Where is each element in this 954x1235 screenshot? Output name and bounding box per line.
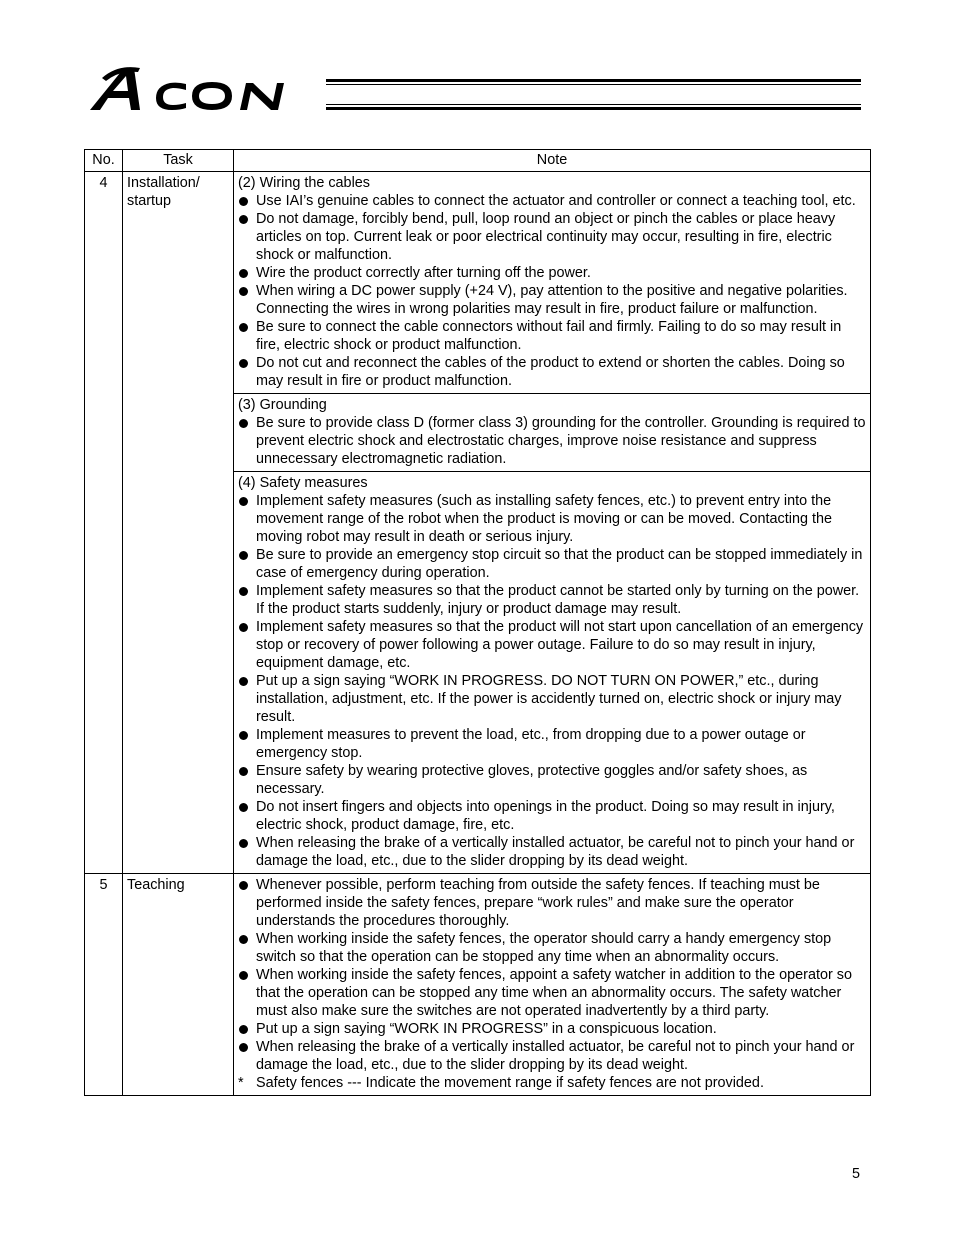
- list-item-extra: Connecting the wires in wrong polarities may result in fire, product failure or malfunction.: [256, 301, 818, 317]
- list-item: Implement safety measures so that the product cannot be started only by turning on the power. If the product starts suddenly, injury or product damage may result.: [238, 582, 866, 618]
- list-item: Whenever possible, perform teaching from outside the safety fences. If teaching must be performed inside the safety fences, prepare “work rules” and make sure the operator understands the procedures thoroughly.: [238, 876, 866, 930]
- list-item: Be sure to provide class D (former class 3) grounding for the controller. Grounding is required to prevent electric shock and electrostatic charges, improve noise resistance and suppress unnecessary electromagnetic radiation.: [238, 414, 866, 468]
- precautions-table: [84, 149, 871, 1096]
- header-rule-bottom: [326, 107, 861, 110]
- list-item: Put up a sign saying “WORK IN PROGRESS. DO NOT TURN ON POWER,” etc., during installation, adjustment, etc. If the power is accidently turned on, electric shock or injury may result.: [238, 672, 866, 726]
- list-item: Ensure safety by wearing protective gloves, protective goggles and/or safety shoes, as necessary.: [238, 762, 866, 798]
- list-item: Be sure to connect the cable connectors without fail and firmly. Failing to do so may result in fire, electric shock or product malfunction.: [238, 318, 866, 354]
- list-item: Do not cut and reconnect the cables of the product to extend or shorten the cables. Doing so may result in fire or product malfunction.: [238, 354, 866, 390]
- section-title: (2) Wiring the cables: [238, 175, 370, 191]
- table-header-row: [85, 150, 871, 172]
- header-note: Note: [234, 150, 871, 172]
- header-rule-bottom-thin: [326, 104, 861, 105]
- bullet-list: [238, 876, 866, 1074]
- bullet-list: [238, 192, 866, 390]
- list-item: When releasing the brake of a vertically installed actuator, be careful not to pinch your hand or damage the load, etc., due to the slider dropping by its dead weight.: [238, 1038, 866, 1074]
- row-task: Installation/ startup: [123, 172, 234, 874]
- list-item: Implement safety measures so that the product will not start upon cancellation of an emergency stop or recovery of power following a power outage. Failure to do so may result in injury, equipment damage, etc.: [238, 618, 866, 672]
- row-number: 4: [85, 172, 123, 874]
- note-wiring: [234, 172, 871, 394]
- footnote-mark: *: [238, 1075, 244, 1091]
- footnote-text: Safety fences --- Indicate the movement range if safety fences are not provided.: [256, 1075, 764, 1091]
- footnote: [238, 1074, 866, 1092]
- list-item: Wire the product correctly after turning off the power.: [238, 264, 866, 282]
- list-item: When working inside the safety fences, appoint a safety watcher in addition to the operator so that the operation can be stopped any time when an abnormality occurs. The safety watcher must also make sure the switches are not operated inadvertently by a third party.: [238, 966, 866, 1020]
- bullet-list: [238, 414, 866, 468]
- page-number: 5: [852, 1166, 861, 1182]
- list-item: Implement measures to prevent the load, etc., from dropping due to a power outage or emergency stop.: [238, 726, 866, 762]
- header-rule-top-thin: [326, 84, 861, 85]
- note-grounding: [234, 394, 871, 472]
- list-item: [238, 282, 866, 318]
- list-item: Put up a sign saying “WORK IN PROGRESS” in a conspicuous location.: [238, 1020, 866, 1038]
- section-title: (3) Grounding: [238, 397, 327, 413]
- list-item: Use IAI’s genuine cables to connect the actuator and controller or connect a teaching tool, etc.: [238, 192, 866, 210]
- list-item: Do not insert fingers and objects into openings in the product. Doing so may result in injury, electric shock, product damage, fire, etc.: [238, 798, 866, 834]
- row-number: 5: [85, 874, 123, 1096]
- header-task: Task: [123, 150, 234, 172]
- bullet-list: [238, 492, 866, 870]
- list-item: When working inside the safety fences, the operator should carry a handy emergency stop switch so that the operation can be stopped any time when an abnormality occurs.: [238, 930, 866, 966]
- list-item-text: When wiring a DC power supply (+24 V), pay attention to the positive and negative polarities.: [256, 283, 848, 299]
- list-item: When releasing the brake of a vertically installed actuator, be careful not to pinch your hand or damage the load, etc., due to the slider dropping by its dead weight.: [238, 834, 866, 870]
- row-task: Teaching: [123, 874, 234, 1096]
- acon-logo-text: [148, 62, 318, 118]
- list-item: Do not damage, forcibly bend, pull, loop round an object or pinch the cables or place heavy articles on top. Current leak or poor electrical continuity may occur, resulting in fire, electric shock or malfunction.: [238, 210, 866, 264]
- table-row: [85, 172, 871, 394]
- note-teaching: [234, 874, 871, 1096]
- section-title: (4) Safety measures: [238, 475, 368, 491]
- list-item: Be sure to provide an emergency stop circuit so that the product can be stopped immediately in case of emergency during operation.: [238, 546, 866, 582]
- list-item: Implement safety measures (such as installing safety fences, etc.) to prevent entry into the movement range of the robot when the product is moving or can be moved. Contacting the moving robot may result in death or serious injury.: [238, 492, 866, 546]
- header-no: No.: [85, 150, 123, 172]
- page-header: [88, 62, 862, 118]
- note-safety: [234, 472, 871, 874]
- header-rule-top: [326, 79, 861, 82]
- table-row: [85, 874, 871, 1096]
